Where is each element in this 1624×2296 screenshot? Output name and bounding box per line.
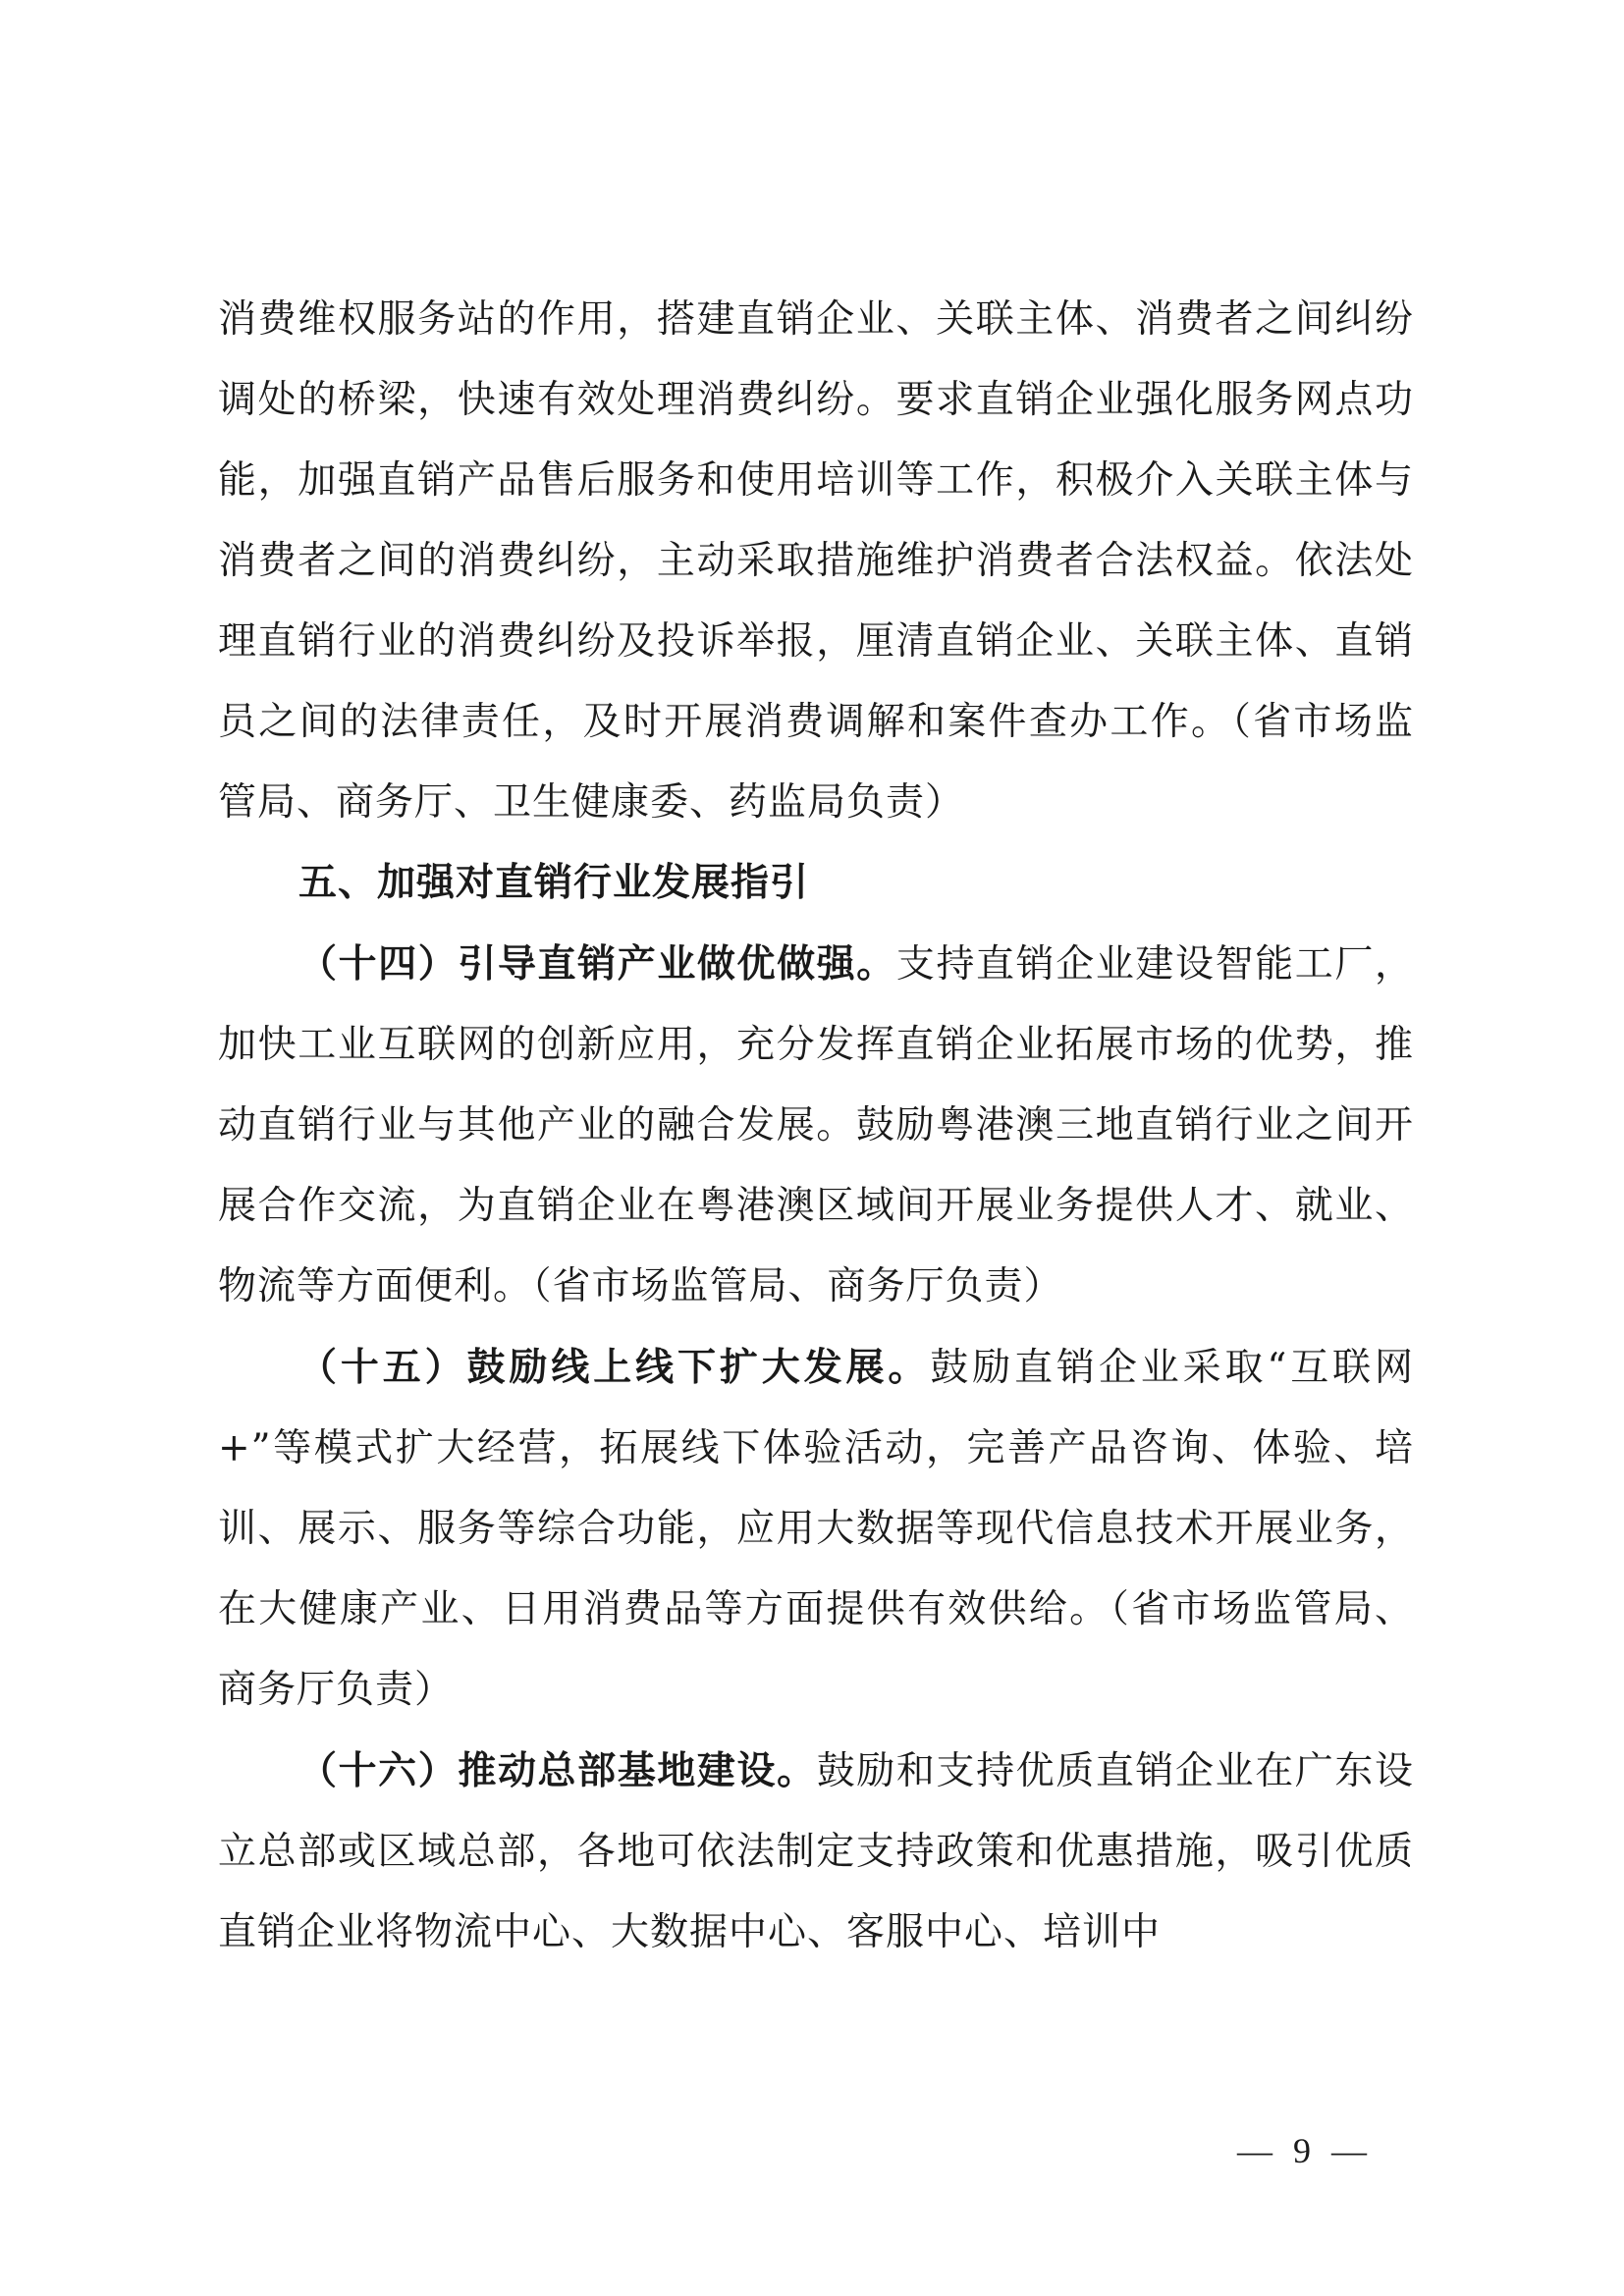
document-body	[218, 280, 1414, 1973]
item-14-text: 支持直销企业建设智能工厂，加快工业互联网的创新应用，充分发挥直销企业拓展市场的优势，推动直销行业与其他产业的融合发展。鼓励粤港澳三地直销行业之间开展合作交流，为直销企业在粤港澳区域间开展业务提供人才、就业、物流等方面便利。（省市场监管局、商务厅负责）	[218, 942, 1414, 1308]
item-16-text: 鼓励和支持优质直销企业在广东设立总部或区域总部，各地可依法制定支持政策和优惠措施，吸引优质直销企业将物流中心、大数据中心、客服中心、培训中	[218, 1749, 1414, 1954]
item-14-paragraph	[218, 924, 1414, 1327]
item-14-lead: （十四）引导直销产业做优做强。	[298, 941, 896, 987]
item-15-paragraph	[218, 1327, 1414, 1731]
paragraph-continued: 消费维权服务站的作用，搭建直销企业、关联主体、消费者之间纠纷调处的桥梁，快速有效处理消费纠纷。要求直销企业强化服务网点功能，加强直销产品售后服务和使用培训等工作，积极介入关联主体与消费者之间的消费纠纷，主动采取措施维护消费者合法权益。依法处理直销行业的消费纠纷及投诉举报，厘清直销企业、关联主体、直销员之间的法律责任，及时开展消费调解和案件查办工作。（省市场监管局、商务厅、卫生健康委、药监局负责）	[218, 297, 1414, 825]
item-15-lead: （十五）鼓励线上线下扩大发展。	[298, 1345, 931, 1390]
item-16-lead: （十六）推动总部基地建设。	[298, 1748, 817, 1793]
section-heading: 五、加强对直销行业发展指引	[298, 861, 810, 905]
page-number: — 9 —	[1237, 2131, 1373, 2170]
item-16-paragraph	[218, 1731, 1414, 1973]
item-15-text: 鼓励直销企业采取“互联网+”等模式扩大经营，拓展线下体验活动，完善产品咨询、体验、培训、展示、服务等综合功能，应用大数据等现代信息技术开展业务，在大健康产业、日用消费品等方面提供有效供给。（省市场监管局、商务厅负责）	[218, 1346, 1414, 1712]
